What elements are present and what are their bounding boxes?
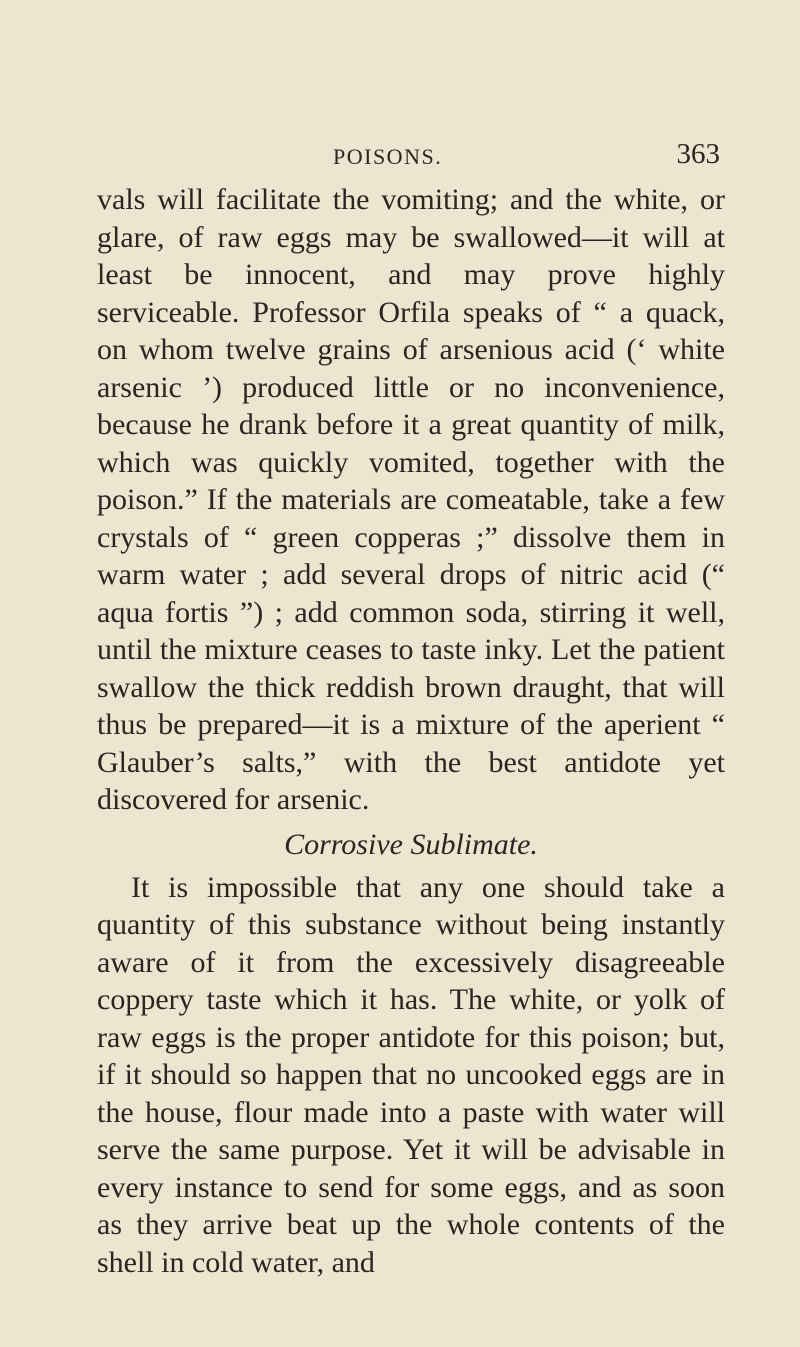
body-text bbox=[97, 181, 725, 1281]
running-title: POISONS. bbox=[333, 144, 443, 169]
paragraph-continued: vals will facilitate the vomiting; and the white, or glare, of raw eggs may be swallowed—it will at least be innocent, and may prove highly serviceable. Professor Orfila speaks of “ a quack, on whom twelve grains of arsenious acid (‘ white arsenic ’) produced little or no inconvenience, because he drank before it a great quantity of milk, which was quickly vomited, together with the poison.” If the materials are comeatable, take a few crystals of “ green copperas ;” dissolve them in warm water ; add several drops of nitric acid (“ aqua fortis ”) ; add common soda, stirring it well, until the mixture ceases to taste inky. Let the patient swallow the thick reddish brown draught, that will thus be prepared—it is a mixture of the aperient “ Glauber’s salts,” with the best antidote yet discovered for arsenic. bbox=[97, 183, 725, 816]
page-number: 363 bbox=[676, 138, 720, 170]
paragraph: It is impossible that any one should take a quantity of this substance without being instantly aware of it from the excessively disagreeable coppery taste which it has. The white, or yolk of raw eggs is the proper antidote for this poison; but, if it should so happen that no uncooked eggs are in the house, flour made into a paste with water will serve the same purpose. Yet it will be advisable in every instance to send for some eggs, and as soon as they arrive beat up the whole contents of the shell in cold water, and bbox=[97, 870, 725, 1279]
running-head bbox=[97, 138, 720, 178]
section-heading: Corrosive Sublimate. bbox=[284, 827, 538, 861]
